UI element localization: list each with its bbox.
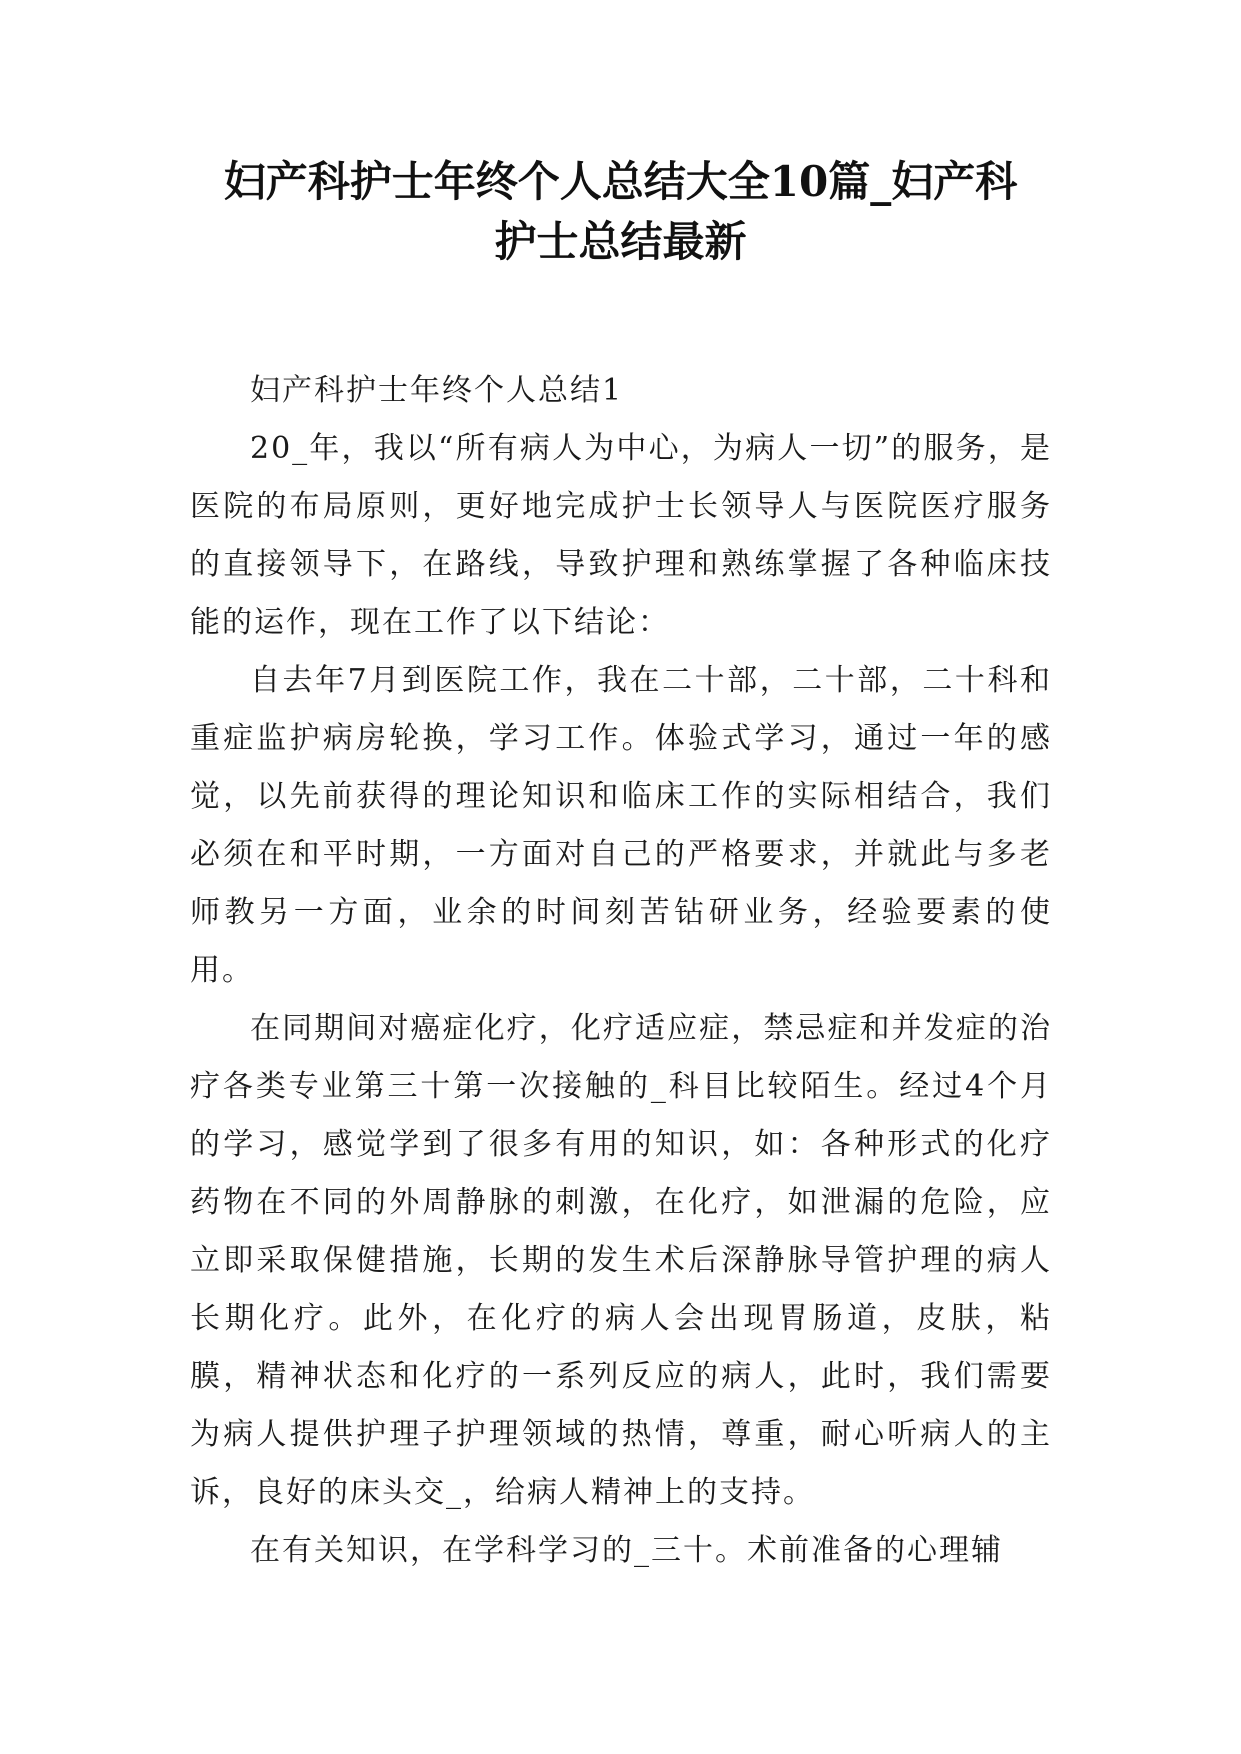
title-line-1: 妇产科护士年终个人总结大全10篇_妇产科 xyxy=(223,157,1018,206)
document-body xyxy=(190,362,1052,1580)
document-title xyxy=(150,152,1091,272)
paragraph: 在同期间对癌症化疗，化疗适应症，禁忌症和并发症的治疗各类专业第三十第一次接触的_科目比较陌生。经过4个月的学习，感觉学到了很多有用的知识，如：各种形式的化疗药物在不同的外周静脉的刺激，在化疗，如泄漏的危险，应立即采取保健措施，长期的发生术后深静脉导管护理的病人长期化疗。此外，在化疗的病人会出现胃肠道，皮肤，粘膜，精神状态和化疗的一系列反应的病人，此时，我们需要为病人提供护理子护理领域的热情，尊重，耐心听病人的主诉，良好的床头交_，给病人精神上的支持。 xyxy=(190,1011,1052,1510)
paragraph: 自去年7月到医院工作，我在二十部，二十部，二十科和重症监护病房轮换，学习工作。体验式学习，通过一年的感觉，以先前获得的理论知识和临床工作的实际相结合，我们必须在和平时期，一方面对自己的严格要求，并就此与多老师教另一方面，业余的时间刻苦钻研业务，经验要素的使用。 xyxy=(190,663,1052,988)
paragraph: 在有关知识，在学科学习的_三十。术前准备的心理辅 xyxy=(250,1533,1003,1568)
section-heading: 妇产科护士年终个人总结1 xyxy=(250,373,624,408)
paragraph: 20_年，我以“所有病人为中心，为病人一切”的服务，是医院的布局原则，更好地完成护士长领导人与医院医疗服务的直接领导下，在路线，导致护理和熟练掌握了各种临床技能的运作，现在工作了以下结论： xyxy=(190,431,1052,640)
title-line-2: 护士总结最新 xyxy=(494,217,747,266)
